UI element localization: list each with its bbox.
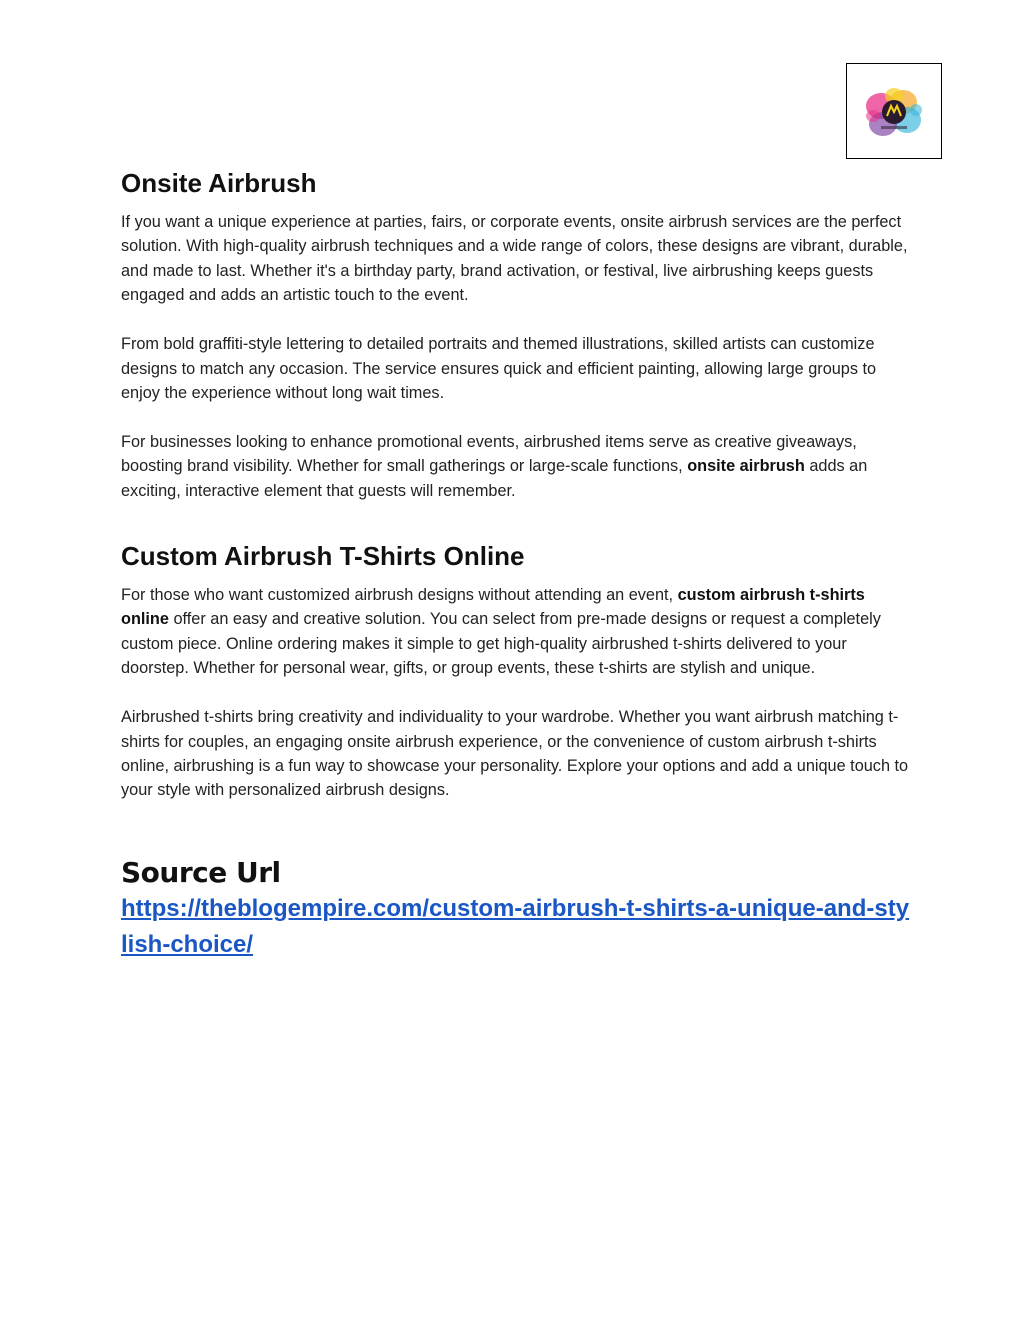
source-url-heading: Source Url: [121, 855, 281, 889]
bold-keyword: custom airbrush t-shirts online: [121, 586, 865, 629]
source-url-link[interactable]: https://theblogempire.com/custom-airbrush-t-shirts-a-unique-and-stylish-choice/: [121, 894, 910, 958]
paragraph-text: If you want a unique experience at parties, fairs, or corporate events, onsite airbrush services are the perfect solution. With high-quality airbrush techniques and a wide range of colors, these designs are vibrant, durable, and made to last. Whether it's a birthday party, brand activation, or festival, live airbrushing keeps guests engaged and adds an artistic touch to the event.: [121, 213, 908, 305]
body-paragraph: [121, 332, 911, 405]
bold-keyword: onsite airbrush: [687, 457, 805, 476]
body-paragraph: [121, 583, 911, 681]
section-heading: Onsite Airbrush: [121, 168, 317, 198]
paragraph-text: From bold graffiti-style lettering to detailed portraits and themed illustrations, skilled artists can customize designs to match any occasion. The service ensures quick and efficient painting, allowing large groups to enjoy the experience without long wait times.: [121, 335, 877, 402]
paragraph-text: offer an easy and creative solution. You can select from pre-made designs or request a completely custom piece. Online ordering makes it simple to get high-quality airbrushed t-shirts delivered to your doorstep. Whether for personal wear, gifts, or group events, these t-shirts are stylish and unique.: [121, 610, 881, 678]
section-heading: Custom Airbrush T-Shirts Online: [121, 541, 525, 572]
watercolor-splash-logo-icon: [861, 80, 927, 144]
body-paragraph: [121, 705, 911, 803]
paragraph-text: For businesses looking to enhance promotional events, airbrushed items serve as creative giveaways, boosting brand visibility. Whether for small gatherings or large-scale functions,: [121, 432, 857, 476]
paragraph-text: For those who want customized airbrush designs without attending an event,: [121, 586, 678, 605]
body-paragraph: [121, 430, 911, 503]
paragraph-text: adds an exciting, interactive element that guests will remember.: [121, 457, 868, 500]
paragraph-text: Airbrushed t-shirts bring creativity and individuality to your wardrobe. Whether you want airbrush matching t-shirts for couples, an engaging onsite airbrush experience, or the convenience of custom airbrush t-shirts online, airbrushing is a fun way to showcase your personality. Explore your options and add a unique touch to your style with personalized airbrush designs.: [121, 708, 909, 800]
sections-container: [121, 166, 911, 803]
document-content: [121, 166, 911, 963]
logo-frame: [846, 63, 942, 159]
body-paragraph: [121, 210, 911, 308]
